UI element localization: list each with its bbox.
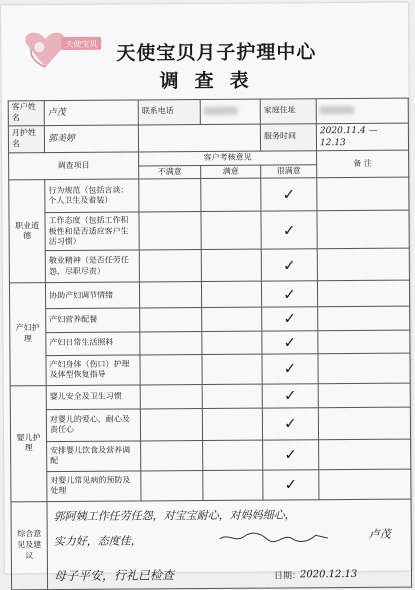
comment-line-3: 母子平安，行礼已检查 [53, 568, 175, 584]
cell-unsatisfied [139, 282, 201, 308]
check-mark: ✓ [263, 470, 319, 500]
cell-remark [319, 439, 411, 470]
remarks-header: 备 注 [317, 150, 409, 178]
item-label: 协助产妇调节情绪 [45, 282, 139, 309]
cell-satisfied [202, 384, 262, 408]
comments-label: 综合意见及建议 [11, 502, 48, 590]
address-label: 家庭住址 [260, 99, 316, 124]
category-ethics: 职业道德 [9, 180, 46, 283]
item-label: 产妇日常生活照料 [46, 332, 140, 356]
cell-remark [318, 330, 410, 354]
survey-item-header: 调查项目 [9, 152, 139, 181]
address-value [316, 98, 408, 123]
cell-satisfied [201, 212, 261, 250]
cell-unsatisfied [140, 331, 202, 355]
cell-unsatisfied [140, 308, 202, 332]
cell-unsatisfied [139, 179, 201, 212]
cell-remark [317, 249, 409, 282]
check-mark: ✓ [262, 354, 318, 384]
category-mother-care: 产妇护理 [9, 283, 46, 386]
cell-remark [318, 407, 410, 440]
very-satisfied-header: 很满意 [261, 164, 317, 178]
date-label: 日期： [273, 571, 302, 582]
item-label: 产妇营养配餐 [46, 308, 140, 332]
logo-text: 天使宝贝 [65, 39, 98, 49]
unsatisfied-header: 不满意 [139, 165, 201, 179]
check-mark: ✓ [262, 384, 318, 408]
cell-remark [317, 281, 409, 308]
cell-unsatisfied [141, 440, 203, 470]
redacted-phone [204, 107, 238, 115]
cell-remark [317, 211, 409, 250]
check-mark: ✓ [261, 249, 317, 281]
cell-satisfied [203, 440, 263, 470]
cell-satisfied [201, 179, 261, 212]
nanny-name-value: 郭美婷 [44, 125, 138, 153]
customer-signature: 卢茂 [368, 527, 391, 541]
survey-table [8, 98, 412, 590]
cell-satisfied [202, 308, 262, 332]
opinion-group-header: 客户考核意见 [139, 151, 317, 166]
comments-box [47, 499, 412, 590]
item-label: 敬业精神（是否任劳任怨，尽职尽责） [45, 250, 139, 283]
cell-satisfied [202, 408, 262, 440]
cell-satisfied [201, 282, 261, 308]
satisfied-header: 满意 [201, 165, 261, 179]
cell-unsatisfied [139, 212, 201, 250]
item-label: 安排婴儿饮食及营养调配 [47, 441, 141, 472]
cell-satisfied [202, 331, 262, 355]
item-label: 婴儿安全及卫生习惯 [46, 385, 140, 410]
logo [15, 25, 103, 76]
cell-remark [318, 353, 410, 384]
customer-name-label: 客户姓名 [8, 101, 44, 126]
cell-unsatisfied [140, 409, 202, 441]
cell-unsatisfied [141, 470, 203, 500]
service-time-value: 2020.11.4 — 12.13 [316, 123, 408, 151]
item-label: 产妇身体（伤口）护理及体型恢复指导 [46, 355, 140, 386]
category-baby-care: 婴儿护理 [10, 386, 47, 502]
cell-remark [317, 178, 409, 212]
item-label: 对婴儿的爱心，耐心及责任心 [46, 409, 140, 442]
check-mark: ✓ [262, 307, 318, 331]
cell-unsatisfied [140, 385, 202, 409]
cell-satisfied [202, 354, 262, 384]
page-subtitle: 调查表 [159, 69, 265, 93]
scribble-mark [218, 530, 330, 545]
cell-remark [318, 307, 410, 331]
redacted-address [320, 106, 354, 114]
phone-value [200, 99, 260, 124]
check-mark: ✓ [261, 281, 317, 307]
check-mark: ✓ [263, 440, 319, 470]
check-mark: ✓ [261, 211, 317, 249]
cell-remark [318, 383, 410, 408]
phone-label: 联系电话 [138, 100, 200, 125]
customer-name-value: 卢茂 [44, 100, 138, 125]
item-label: 对婴儿常见病的预防及处理 [47, 471, 141, 502]
blank-cell [138, 124, 260, 152]
date-value: 2020.12.13 [299, 568, 358, 581]
comment-line-2: 实力好，态度佳， [53, 534, 142, 549]
cell-remark [319, 469, 411, 500]
survey-form [1, 3, 412, 584]
comment-line-1: 郭阿姨工作任劳任怨，对宝宝耐心，对妈妈细心， [53, 508, 296, 524]
check-mark: ✓ [261, 178, 317, 211]
item-label: 工作态度（包括工作积极性和是否适应客户生活习惯） [45, 212, 139, 251]
cell-satisfied [201, 250, 261, 282]
page-title: 天使宝贝月子护理中心 [116, 41, 317, 65]
cell-unsatisfied [140, 355, 202, 385]
cell-unsatisfied [139, 250, 201, 282]
check-mark: ✓ [262, 330, 318, 354]
cell-satisfied [203, 470, 263, 500]
nanny-name-label: 月护姓名 [8, 125, 44, 153]
service-time-label: 服务时间 [260, 123, 316, 151]
item-label: 行为规范（包括言谈：个人卫生及着装） [45, 179, 139, 213]
check-mark: ✓ [262, 408, 318, 440]
